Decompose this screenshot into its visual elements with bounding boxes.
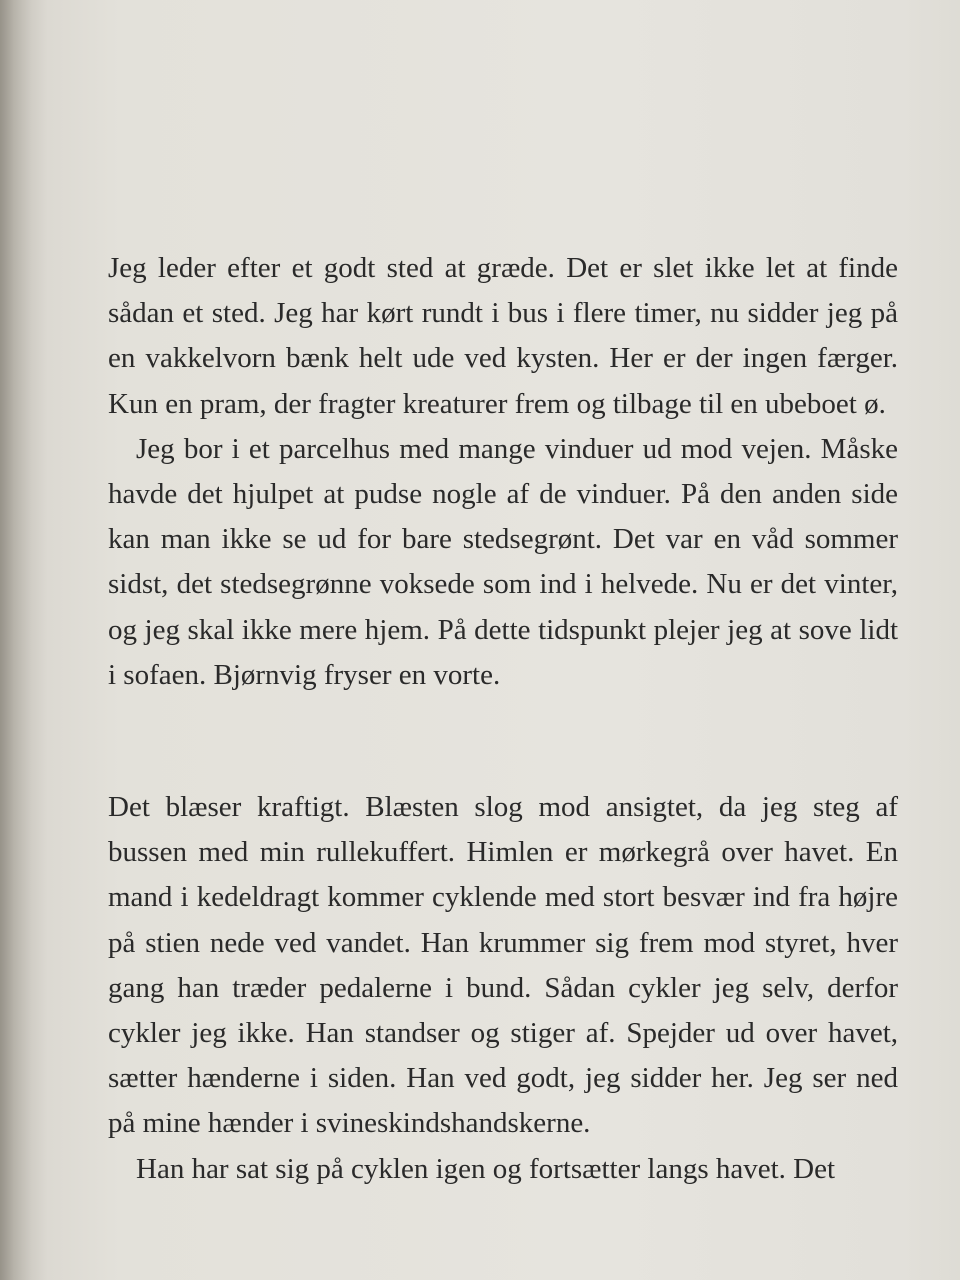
paragraph: Han har sat sig på cyklen igen og fortsætter langs havet. Det (136, 1152, 836, 1185)
text-section-1 (108, 246, 898, 698)
paragraph: Det blæser kraftigt. Blæsten slog mod ansigtet, da jeg steg af bussen med min rullekuffert. Himlen er mørkegrå over havet. En mand i kedeldragt kommer cyklende med stort besvær ind fra højre på stien nede ved vandet. Han krummer sig frem mod styret, hver gang han træder pedalerne i bund. Sådan cykler jeg selv, derfor cykler jeg ikke. Han standser og stiger af. Spejder ud over havet, sætter hænderne i siden. Han ved godt, jeg sidder her. Jeg ser ned på mine hænder i svineskindshandskerne. (108, 791, 898, 1140)
paragraph: Jeg leder efter et godt sted at græde. Det er slet ikke let at finde sådan et sted. Jeg har kørt rundt i bus i flere timer, nu sidder jeg på en vakkelvorn bænk helt ude ved kysten. Her er der ingen færger. Kun en pram, der fragter kreaturer frem og tilbage til en ubeboet ø. (108, 252, 898, 420)
paragraph: Jeg bor i et parcelhus med mange vinduer ud mod vejen. Måske havde det hjulpet at pudse nogle af de vinduer. På den anden side kan man ikke se ud for bare stedsegrønt. Det var en våd sommer sidst, det stedsegrønne voksede som ind i helvede. Nu er det vinter, og jeg skal ikke mere hjem. På dette tidspunkt plejer jeg at sove lidt i sofaen. Bjørnvig fryser en vorte. (108, 432, 898, 691)
binding-gutter-shadow (0, 0, 46, 1280)
text-section-2 (108, 785, 898, 1192)
